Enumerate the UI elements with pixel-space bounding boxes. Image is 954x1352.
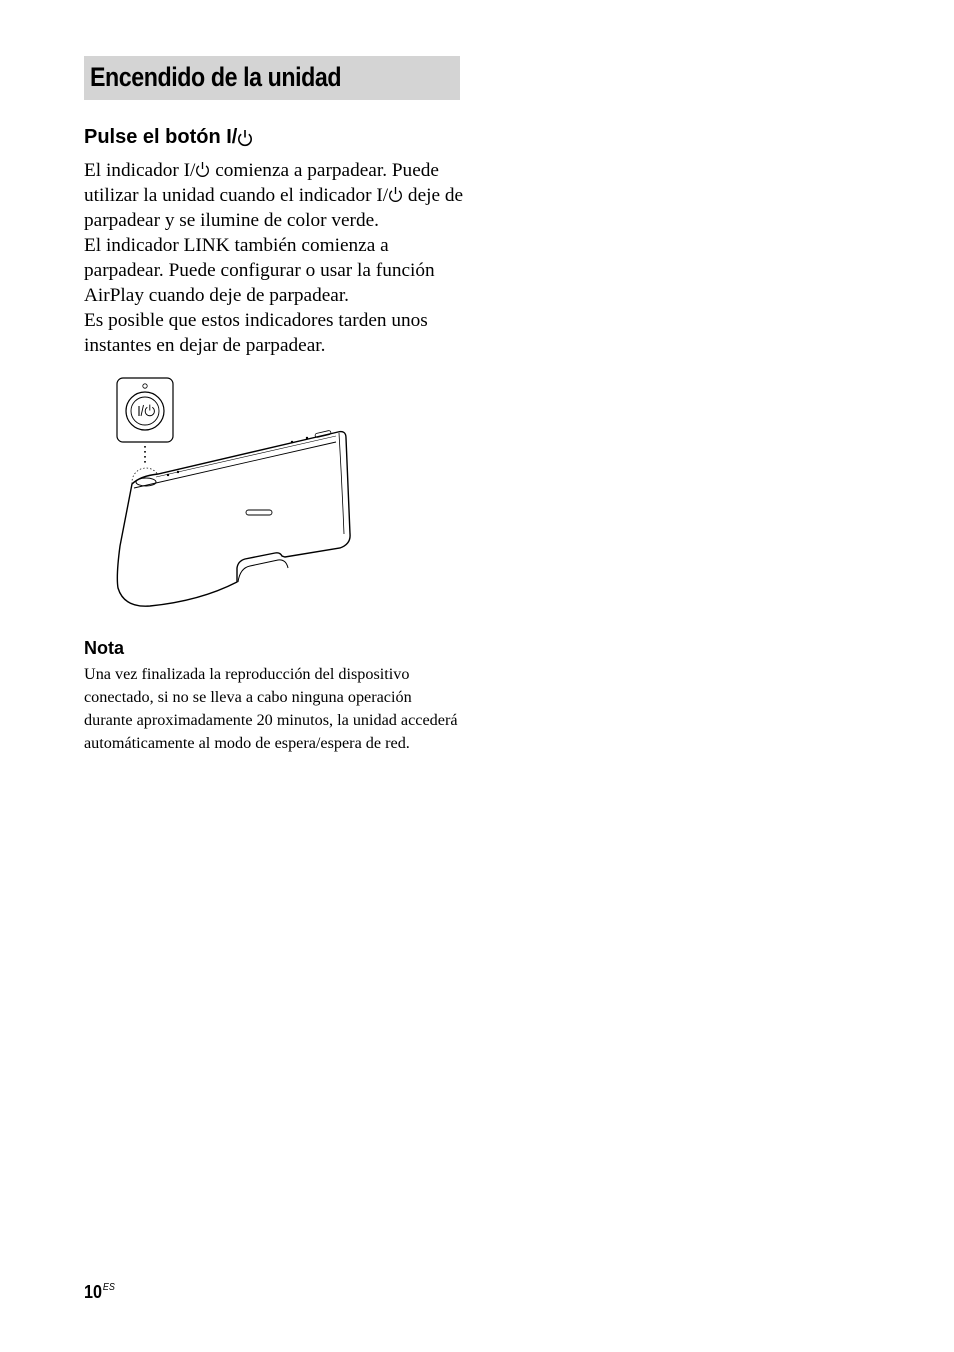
page-number-value: 10 — [84, 1282, 103, 1302]
page-number — [84, 1282, 115, 1303]
text-fragment: El indicador — [84, 160, 184, 181]
text-fragment: deje de parpadear y se ilumine de color verde. — [84, 185, 464, 231]
paragraph-link-indicator: El indicador LINK también comienza a parpadear. Puede configurar o usar la función AirPlay cuando deje de parpadear. — [84, 235, 435, 306]
section-title-bar — [84, 56, 460, 100]
step-heading-text: Pulse el botón I/ — [84, 126, 238, 148]
note-text: Una vez finalizada la reproducción del dispositivo conectado, si no se lleva a cabo ninguna operación durante aproximadamente 20 minutos, la unidad accederá automáticamente al modo de espera/espera de red. — [84, 665, 458, 752]
section-title: Encendido de la unidad — [90, 62, 342, 92]
top-indicator — [167, 474, 169, 476]
power-indicator-symbol — [184, 160, 211, 181]
power-icon — [388, 186, 403, 203]
step-description — [84, 158, 464, 358]
dock-slot — [238, 560, 288, 582]
paragraph-power-indicator — [84, 158, 464, 233]
step-heading — [84, 126, 253, 149]
top-indicator — [306, 437, 308, 439]
power-indicator-symbol — [376, 185, 403, 206]
speaker-dock-illustration — [110, 376, 360, 612]
power-icon — [237, 129, 253, 147]
speaker-body — [117, 432, 350, 607]
power-icon — [195, 161, 210, 178]
note-heading: Nota — [84, 638, 124, 658]
power-indicator-label: I/ — [183, 160, 196, 181]
top-indicator — [177, 471, 179, 473]
paragraph-indicator-delay: Es posible que estos indicadores tarden unos instantes en dejar de parpadear. — [84, 310, 428, 356]
top-indicator — [291, 441, 293, 443]
language-code: ES — [102, 1282, 115, 1293]
power-indicator-label: I/ — [376, 185, 389, 206]
text-fragment: comienza a parpadear. Puede utilizar la unidad cuando el indicador — [84, 160, 439, 206]
